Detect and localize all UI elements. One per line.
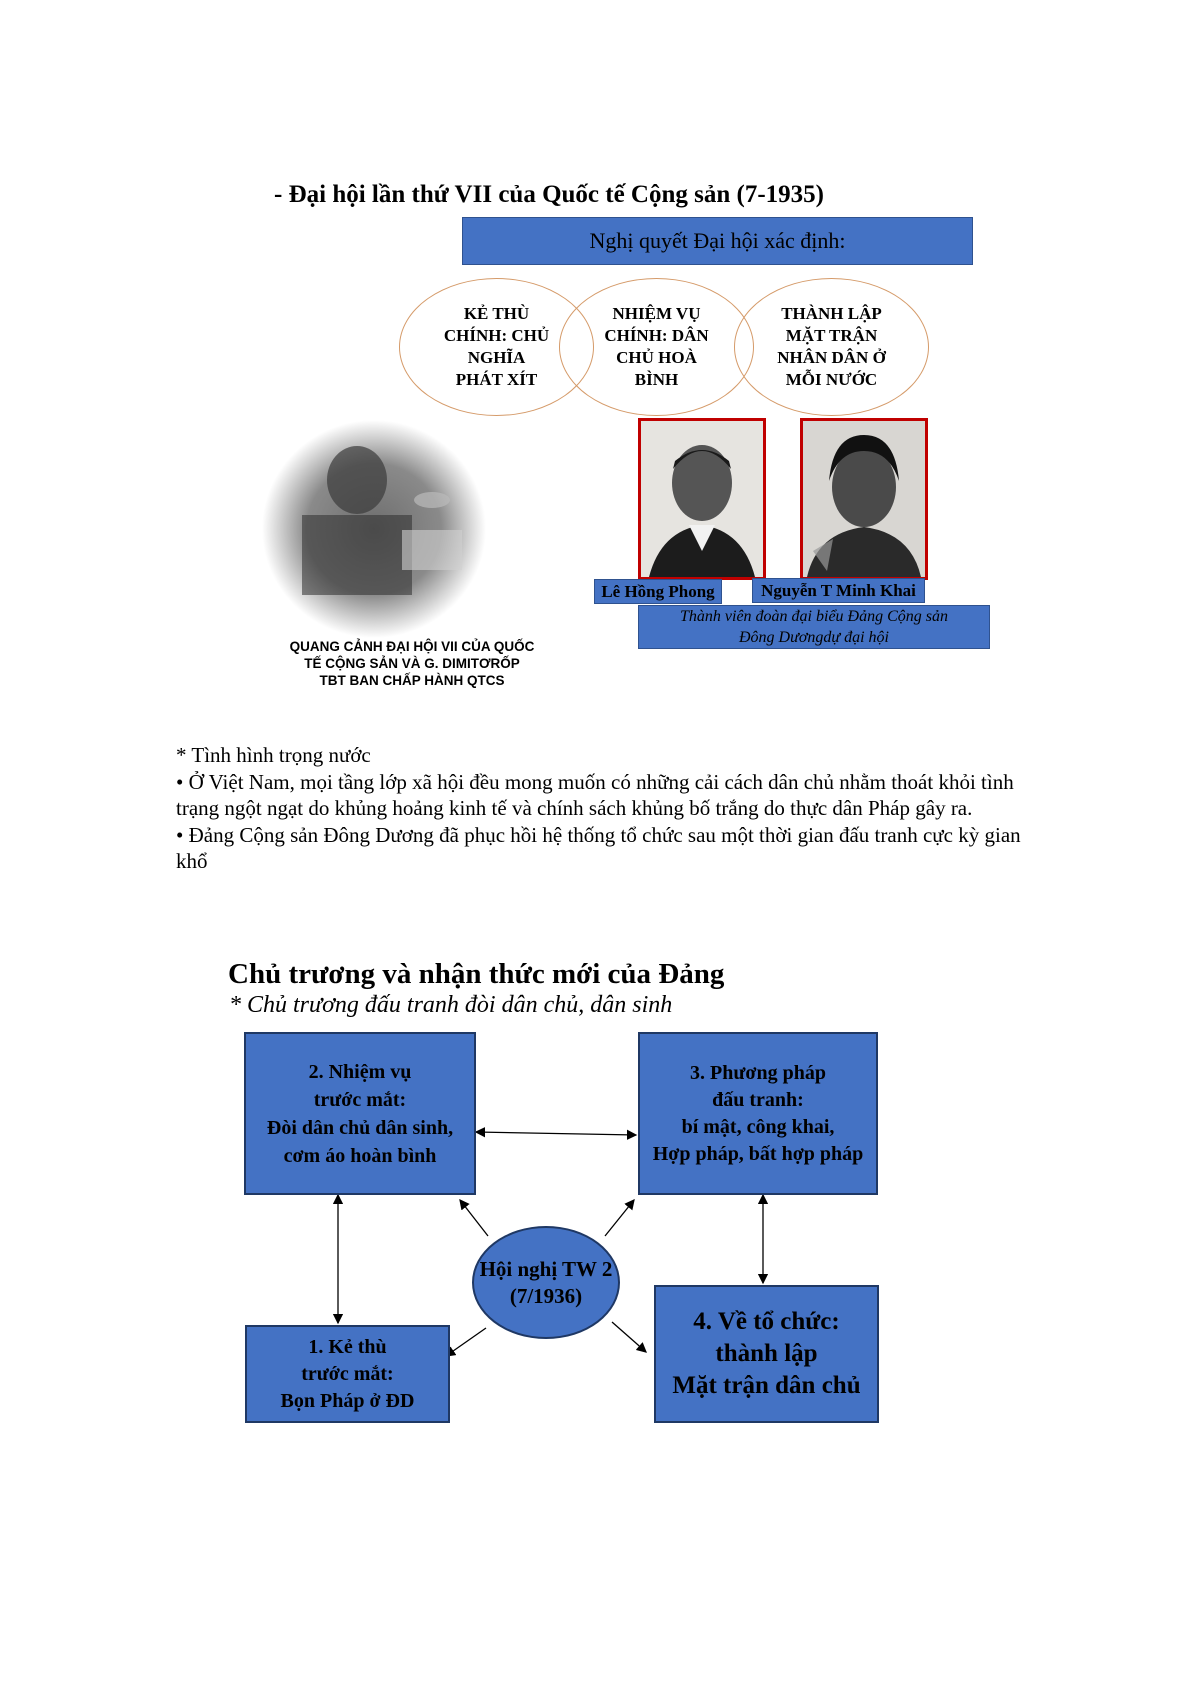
ellipse-line: PHÁT XÍT <box>455 370 538 389</box>
box-line: Bọn Pháp ở ĐD <box>280 1389 415 1412</box>
box-line: 4. Về tổ chức: <box>693 1308 840 1335</box>
box-immediate-enemy <box>245 1325 450 1423</box>
name-nguyen-thi-minh-khai: Nguyễn T Minh Khai <box>752 578 925 603</box>
box-line: Hợp pháp, bất hợp pháp <box>652 1142 864 1165</box>
caption-line: TBT BAN CHẤP HÀNH QTCS <box>319 673 505 688</box>
para-bullet-1: • Ở Việt Nam, mọi tầng lớp xã hội đều mong muốn có những cải cách dân chủ nhằm thoát khỏi tình trạng ngột ngạt do khủng hoảng kinh tế và chính sách khủng bố trắng do thực dân Pháp gây ra. <box>176 769 1014 820</box>
box-line: trước mắt: <box>301 1362 394 1385</box>
delegation-caption <box>638 605 990 649</box>
box-line: đấu tranh: <box>712 1088 804 1111</box>
center-line: (7/1936) <box>509 1283 583 1308</box>
box-struggle-methods <box>638 1032 878 1195</box>
slide-congress-vii <box>262 175 1117 715</box>
portrait-nguyen-thi-minh-khai <box>800 418 928 580</box>
arrow-center-3 <box>605 1200 634 1236</box>
domestic-situation-text <box>176 742 1056 875</box>
slide2-subtitle: * Chủ trương đấu tranh đòi dân chủ, dân sinh <box>229 992 673 1018</box>
ellipse-line: MỖI NƯỚC <box>785 370 878 389</box>
congress-photo <box>262 420 486 638</box>
center-line: Hội nghị TW 2 <box>479 1256 613 1281</box>
ellipse-line: KẺ THÙ <box>463 304 530 323</box>
ellipse-front <box>734 278 929 416</box>
ellipse-line: MẶT TRẬN <box>785 326 878 345</box>
slide1-heading: - Đại hội lần thứ VII của Quốc tế Cộng sản (7-1935) <box>274 181 824 208</box>
name-le-hong-phong: Lê Hồng Phong <box>594 579 722 604</box>
arrow-center-2 <box>460 1200 488 1236</box>
caption-line: Đông Dươngdự đại hội <box>739 629 889 646</box>
ellipse-main-task <box>559 278 754 416</box>
box-immediate-task <box>244 1032 476 1195</box>
caption-line: QUANG CẢNH ĐẠI HỘI VII CỦA QUỐC <box>289 639 535 654</box>
box-line: bí mật, công khai, <box>681 1115 835 1138</box>
ellipse-line: CHÍNH: DÂN <box>604 326 709 345</box>
ellipse-line: NGHĨA <box>467 348 526 367</box>
box-line: 3. Phương pháp <box>690 1061 826 1084</box>
para-heading: * Tình hình trọng nước <box>176 743 371 767</box>
caption-line: TẾ CỘNG SẢN VÀ G. DIMITƠRỐP <box>304 656 520 671</box>
ellipse-line: THÀNH LẬP <box>781 304 882 323</box>
congress-photo-caption <box>262 638 562 689</box>
box-line: Đòi dân chủ dân sinh, <box>266 1116 454 1139</box>
portrait-le-hong-phong <box>638 418 766 580</box>
slide-party-policy <box>108 930 1016 1440</box>
box-line: 1. Kẻ thù <box>308 1335 387 1358</box>
arrow-center-4 <box>612 1322 646 1352</box>
para-bullet-2: • Đảng Cộng sản Đông Dương đã phục hồi hệ thống tổ chức sau một thời gian đấu tranh cực kỳ gian khổ <box>176 822 1021 873</box>
slide2-title: Chủ trương và nhận thức mới của Đảng <box>228 958 725 990</box>
central-conference <box>472 1226 620 1339</box>
ellipse-line: CHỦ HOÀ <box>616 348 697 367</box>
box-organization <box>654 1285 879 1423</box>
box-line: 2. Nhiệm vụ <box>308 1060 412 1083</box>
box-line: cơm áo hoàn bình <box>283 1144 437 1167</box>
ellipse-line: NHIỆM VỤ <box>612 304 701 323</box>
ellipse-line: BÌNH <box>634 370 679 389</box>
arrow-2-3 <box>476 1132 636 1135</box>
box-line: thành lập <box>715 1340 818 1367</box>
resolution-band: Nghị quyết Đại hội xác định: <box>462 217 973 265</box>
ellipse-line: NHÂN DÂN Ở <box>777 348 886 367</box>
caption-line: Thành viên đoàn đại biểu Đảng Cộng sản <box>680 608 948 625</box>
box-line: trước mắt: <box>313 1088 407 1111</box>
box-line: Mặt trận dân chủ <box>672 1372 861 1399</box>
arrow-center-1 <box>446 1328 486 1356</box>
ellipse-line: CHÍNH: CHỦ <box>443 326 550 345</box>
